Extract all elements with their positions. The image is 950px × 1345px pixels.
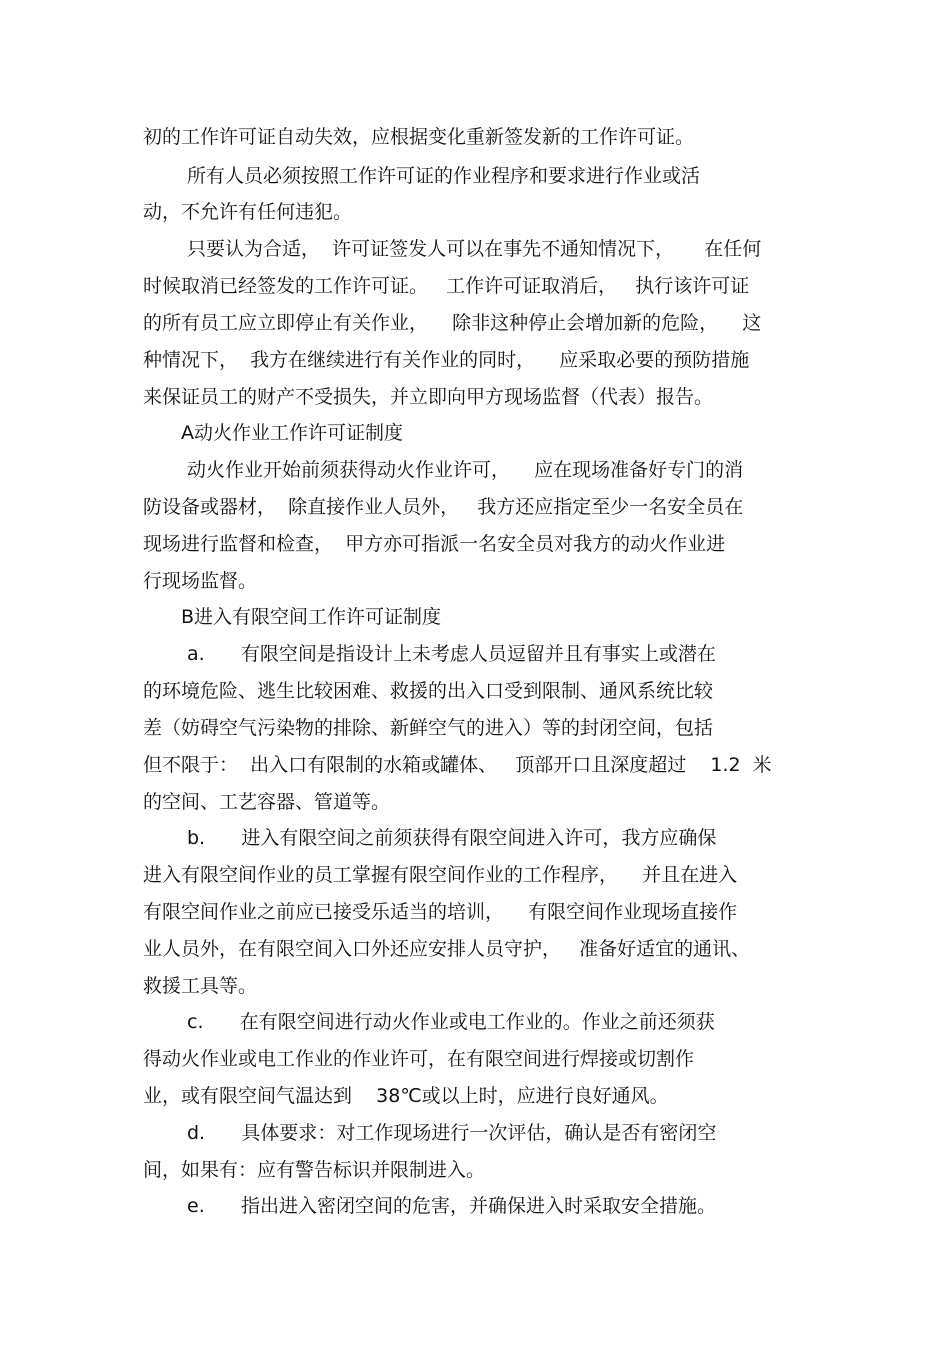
section-heading: A动火作业工作许可证制度 bbox=[181, 422, 403, 444]
text-line: 得动火作业或电工作业的作业许可，在有限空间进行焊接或切割作 bbox=[143, 1048, 695, 1070]
text-line: 间，如果有：应有警告标识并限制进入。 bbox=[143, 1159, 486, 1181]
text-line: 业，或有限空间气温达到 38℃或以上时，应进行良好通风。 bbox=[143, 1085, 669, 1107]
text-line: 救援工具等。 bbox=[143, 975, 258, 997]
text-line: 但不限于： 出入口有限制的水箱或罐体、 顶部开口且深度超过 1.2 米 bbox=[143, 754, 772, 776]
text-line: 差（妨碍空气污染物的排除、新鲜空气的进入）等的封闭空间，包括 bbox=[143, 717, 714, 739]
list-item: d. 具体要求：对工作现场进行一次评估，确认是否有密闭空 bbox=[187, 1122, 717, 1144]
text-line: 只要认为合适， 许可证签发人可以在事先不通知情况下， 在任何 bbox=[187, 238, 762, 260]
text-line: 所有人员必须按照工作许可证的作业程序和要求进行作业或活 bbox=[187, 165, 701, 187]
section-heading: B进入有限空间工作许可证制度 bbox=[181, 606, 442, 628]
text-line: 种情况下， 我方在继续进行有关作业的同时， 应采取必要的预防措施 bbox=[143, 349, 750, 371]
text-line: 来保证员工的财产不受损失，并立即向甲方现场监督（代表）报告。 bbox=[143, 386, 714, 408]
text-line: 现场进行监督和检查， 甲方亦可指派一名安全员对我方的动火作业进 bbox=[143, 533, 726, 555]
text-line: 业人员外，在有限空间入口外还应安排人员守护， 准备好适宜的通讯、 bbox=[143, 938, 751, 960]
text-line: 的所有员工应立即停止有关作业， 除非这种停止会增加新的危险， 这 bbox=[143, 312, 762, 334]
list-item: b. 进入有限空间之前须获得有限空间进入许可，我方应确保 bbox=[187, 827, 717, 849]
text-line: 初的工作许可证自动失效，应根据变化重新签发新的工作许可证。 bbox=[143, 126, 695, 148]
text-line: 有限空间作业之前应已接受乐适当的培训， 有限空间作业现场直接作 bbox=[143, 901, 738, 923]
text-line: 动火作业开始前须获得动火作业许可， 应在现场准备好专门的消 bbox=[187, 459, 744, 481]
list-item: c. 在有限空间进行动火作业或电工作业的。作业之前还须获 bbox=[187, 1011, 715, 1033]
text-line: 动，不允许有任何违犯。 bbox=[143, 201, 353, 223]
text-line: 防设备或器材， 除直接作业人员外， 我方还应指定至少一名安全员在 bbox=[143, 496, 744, 518]
list-item: a. 有限空间是指设计上未考虑人员逗留并且有事实上或潜在 bbox=[187, 643, 716, 665]
text-line: 进入有限空间作业的员工掌握有限空间作业的工作程序， 并且在进入 bbox=[143, 864, 738, 886]
text-line: 的环境危险、逃生比较困难、救援的出入口受到限制、通风系统比较 bbox=[143, 680, 714, 702]
text-line: 时候取消已经签发的工作许可证。 工作许可证取消后， 执行该许可证 bbox=[143, 275, 750, 297]
list-item: e. 指出进入密闭空间的危害，并确保进入时采取安全措施。 bbox=[187, 1195, 716, 1217]
text-line: 的空间、工艺容器、管道等。 bbox=[143, 791, 391, 813]
text-line: 行现场监督。 bbox=[143, 570, 258, 592]
